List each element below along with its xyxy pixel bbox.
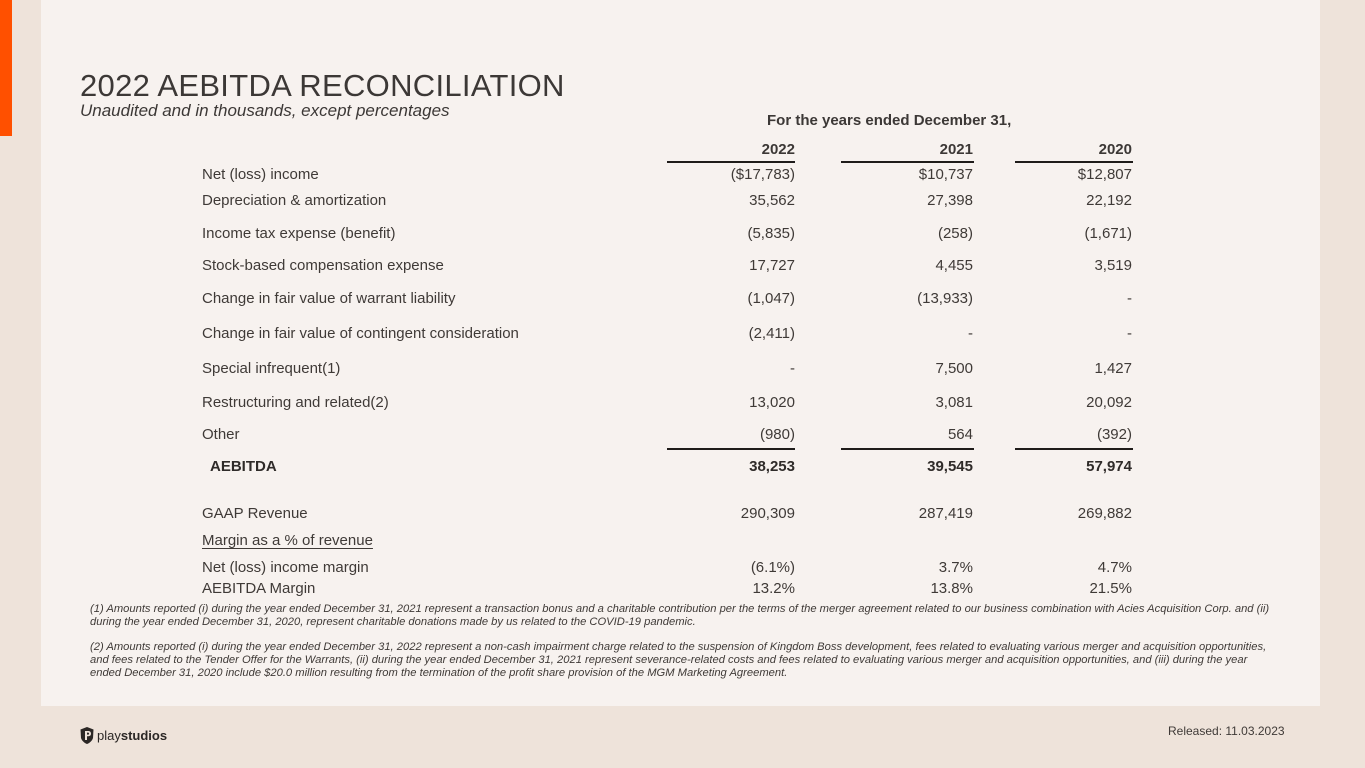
column-header-2021: 2021	[939, 141, 973, 158]
total-label: AEBITDA	[210, 458, 277, 475]
cell-2021: 27,398	[927, 192, 973, 209]
margin-2021: 13.8%	[930, 580, 973, 597]
cell-2020: (1,671)	[1084, 225, 1132, 242]
revenue-2020: 269,882	[1077, 505, 1132, 522]
header-rule	[1015, 161, 1133, 163]
cell-2021: 4,455	[935, 257, 973, 274]
cell-2020: -	[1127, 290, 1132, 307]
margin-label: Net (loss) income margin	[202, 559, 369, 576]
total-2021: 39,545	[927, 458, 973, 475]
footnote-2: (2) Amounts reported (i) during the year ended December 31, 2022 represent a non-cash impairment charge related to the suspension of Kingdom Boss development, fees related to evaluating various merger and acquisition opportunities, and fees related to the Tender Offer for the Warrants, (ii) during the year ended December 31, 2021 represent severance-related costs and fees related to evaluating various merger and acquisition opportunities, and (iii) during the year ended December 31, 2020 include $20.0 million resulting from the termination of the profit share provision of the MGM Marketing Agreement.	[90, 641, 1267, 679]
accent-bar	[0, 0, 12, 136]
margin-2022: (6.1%)	[750, 559, 795, 576]
row-label: Net (loss) income	[202, 166, 319, 183]
margin-heading: Margin as a % of revenue	[202, 532, 373, 549]
page-subtitle: Unaudited and in thousands, except percentages	[80, 101, 450, 120]
column-header-2020: 2020	[1098, 141, 1132, 158]
cell-2022: (5,835)	[747, 225, 795, 242]
cell-2022: 17,727	[749, 257, 795, 274]
cell-2020: 22,192	[1086, 192, 1132, 209]
cell-2022: (980)	[759, 426, 795, 443]
row-label: Change in fair value of warrant liability	[202, 290, 456, 307]
cell-2021: -	[968, 325, 973, 342]
header-rule	[841, 161, 974, 163]
row-label: Stock-based compensation expense	[202, 257, 444, 274]
row-label: Change in fair value of contingent consideration	[202, 325, 519, 342]
total-2022: 38,253	[749, 458, 795, 475]
logo-text-bold: studios	[120, 728, 168, 743]
margin-2022: 13.2%	[752, 580, 795, 597]
footnote-1: (1) Amounts reported (i) during the year ended December 31, 2021 represent a transaction bonus and a charitable contribution per the terms of the merger agreement related to our business combination with Acies Acquisition Corp. and (ii) during the year ended December 31, 2020, represent charitable donations made by us related to the COVID-19 pandemic.	[90, 603, 1270, 628]
row-label: Special infrequent(1)	[202, 360, 341, 377]
page-title: 2022 AEBITDA RECONCILIATION	[80, 68, 565, 103]
total-rule	[1015, 448, 1133, 450]
shield-p-icon	[80, 727, 94, 744]
row-label: Restructuring and related(2)	[202, 394, 389, 411]
cell-2020: (392)	[1096, 426, 1132, 443]
logo-wordmark	[97, 728, 167, 743]
margin-2021: 3.7%	[938, 559, 973, 576]
cell-2020: $12,807	[1077, 166, 1132, 183]
cell-2022: ($17,783)	[730, 166, 795, 183]
margin-label: AEBITDA Margin	[202, 580, 316, 597]
cell-2020: 3,519	[1094, 257, 1132, 274]
row-label: Income tax expense (benefit)	[202, 225, 396, 242]
cell-2020: -	[1127, 325, 1132, 342]
row-label: Other	[202, 426, 240, 443]
cell-2022: (2,411)	[748, 325, 795, 342]
revenue-label: GAAP Revenue	[202, 505, 308, 522]
revenue-2022: 290,309	[740, 505, 795, 522]
release-date: Released: 11.03.2023	[1168, 724, 1285, 738]
logo-text-light: play	[97, 728, 121, 743]
row-label: Depreciation & amortization	[202, 192, 387, 209]
total-2020: 57,974	[1086, 458, 1132, 475]
cell-2022: (1,047)	[747, 290, 795, 307]
revenue-2021: 287,419	[918, 505, 973, 522]
total-rule	[667, 448, 795, 450]
period-heading: For the years ended December 31,	[767, 112, 1012, 129]
column-header-2022: 2022	[761, 141, 795, 158]
margin-2020: 4.7%	[1097, 559, 1132, 576]
cell-2021: 7,500	[935, 360, 973, 377]
cell-2021: 3,081	[935, 394, 973, 411]
cell-2020: 1,427	[1094, 360, 1132, 377]
cell-2022: -	[790, 360, 795, 377]
cell-2020: 20,092	[1086, 394, 1132, 411]
cell-2022: 13,020	[749, 394, 795, 411]
cell-2021: (258)	[937, 225, 973, 242]
cell-2021: $10,737	[918, 166, 973, 183]
total-rule	[841, 448, 974, 450]
margin-2020: 21.5%	[1089, 580, 1132, 597]
cell-2022: 35,562	[749, 192, 795, 209]
header-rule	[667, 161, 795, 163]
cell-2021: 564	[947, 426, 973, 443]
cell-2021: (13,933)	[917, 290, 973, 307]
playstudios-logo	[80, 727, 167, 744]
